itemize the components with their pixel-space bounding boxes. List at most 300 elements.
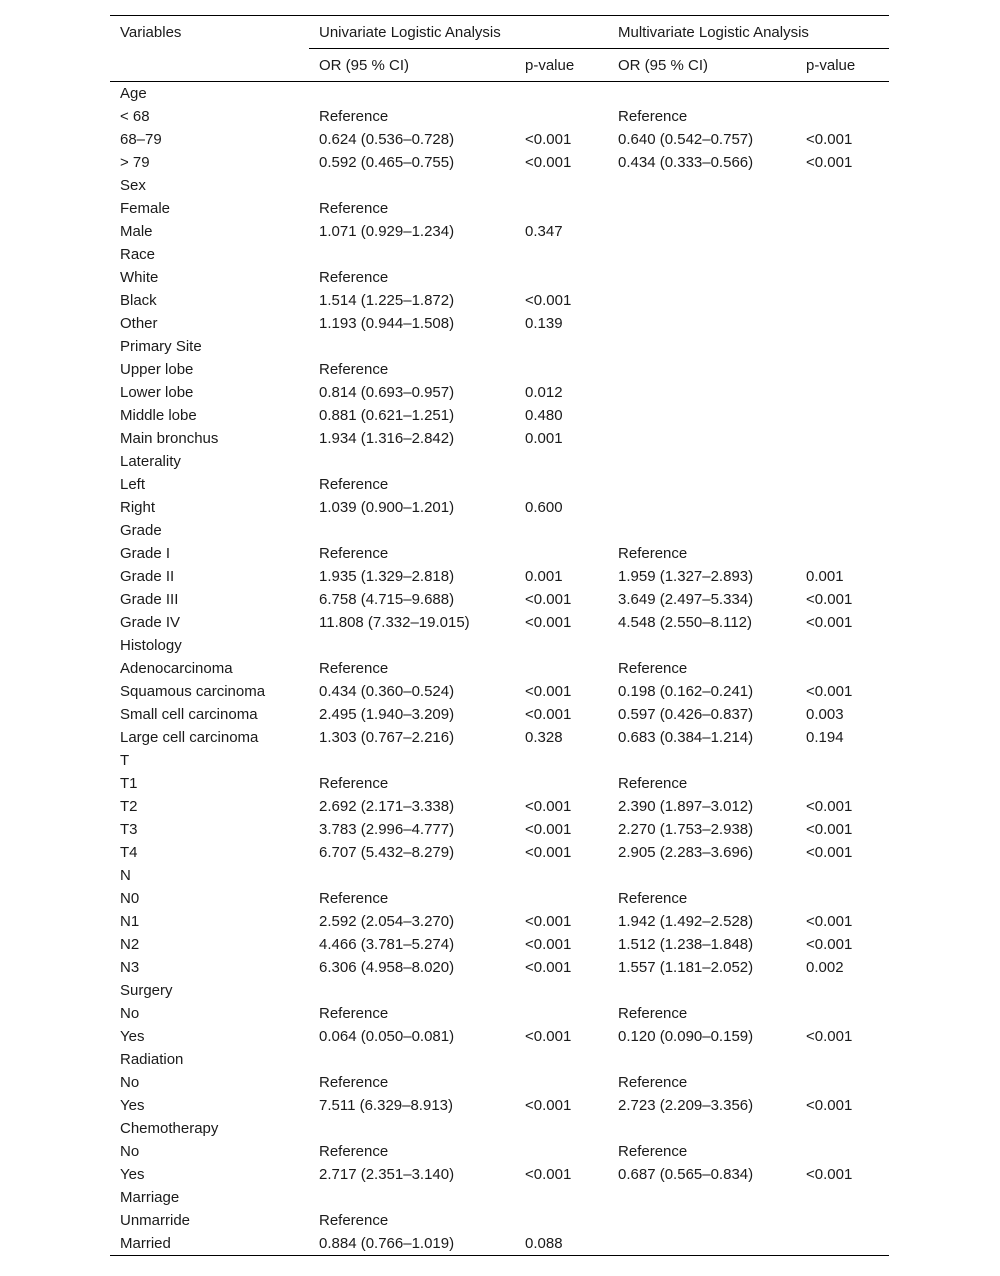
multi-pvalue-cell	[796, 979, 889, 1002]
table-row	[110, 910, 889, 933]
header-univariate: Univariate Logistic Analysis	[309, 16, 608, 49]
multi-or-ci-cell	[608, 427, 796, 450]
multi-pvalue-cell: <0.001	[806, 591, 853, 608]
uni-pvalue-cell: <0.001	[525, 131, 572, 148]
table-row	[110, 680, 889, 703]
multi-pvalue-cell	[796, 749, 889, 772]
multi-pvalue-cell: 0.001	[806, 568, 844, 585]
multi-or-ci-cell: 2.723 (2.209–3.356)	[618, 1097, 754, 1114]
multi-or-ci-cell	[608, 197, 796, 220]
logistic-regression-table-container	[110, 15, 889, 1256]
uni-pvalue-cell: <0.001	[525, 614, 572, 631]
variable-cell: N2	[120, 936, 140, 953]
multi-or-ci-cell: 2.270 (1.753–2.938)	[618, 821, 754, 838]
multi-pvalue-cell	[796, 404, 889, 427]
uni-or-ci-cell	[309, 519, 515, 542]
uni-or-ci-cell	[309, 450, 515, 473]
variable-cell: Black	[120, 292, 157, 309]
table-row	[110, 726, 889, 749]
uni-pvalue-cell: 0.088	[515, 1232, 608, 1256]
uni-pvalue-cell	[515, 1140, 608, 1163]
uni-or-ci-cell	[309, 749, 515, 772]
uni-pvalue-cell: <0.001	[525, 154, 572, 171]
multi-or-ci-cell: Reference	[618, 108, 688, 125]
multi-pvalue-cell	[796, 266, 889, 289]
multi-pvalue-cell	[796, 381, 889, 404]
uni-or-ci-cell	[309, 1048, 515, 1071]
uni-or-ci-cell: 3.783 (2.996–4.777)	[319, 821, 455, 838]
multi-or-ci-cell: Reference	[618, 660, 688, 677]
uni-or-ci-cell	[309, 82, 515, 106]
uni-pvalue-cell: <0.001	[525, 1166, 572, 1183]
variable-cell: White	[120, 269, 159, 286]
multi-or-ci-cell	[608, 289, 796, 312]
multi-or-ci-cell	[608, 1117, 796, 1140]
multi-pvalue-cell	[796, 1002, 889, 1025]
uni-or-ci-cell: 4.466 (3.781–5.274)	[319, 936, 455, 953]
uni-pvalue-cell	[515, 1002, 608, 1025]
table-body	[110, 82, 889, 1256]
uni-or-ci-cell: Reference	[319, 775, 389, 792]
multi-pvalue-cell: <0.001	[806, 1097, 853, 1114]
variable-cell: Unmarride	[120, 1212, 191, 1229]
multi-or-ci-cell: 0.687 (0.565–0.834)	[618, 1166, 754, 1183]
variable-cell: Lower lobe	[120, 384, 194, 401]
header-multivariate: Multivariate Logistic Analysis	[608, 16, 889, 49]
multi-or-ci-cell: 0.120 (0.090–0.159)	[618, 1028, 754, 1045]
uni-pvalue-cell	[515, 105, 608, 128]
uni-pvalue-cell: <0.001	[525, 683, 572, 700]
uni-or-ci-cell: Reference	[319, 1074, 389, 1091]
variable-cell: Marriage	[120, 1189, 180, 1206]
table-header	[110, 16, 889, 82]
variable-cell: < 68	[120, 108, 150, 125]
multi-or-ci-cell: 0.434 (0.333–0.566)	[618, 154, 754, 171]
uni-pvalue-cell: 0.328	[525, 729, 563, 746]
multi-pvalue-cell	[796, 358, 889, 381]
table-row	[110, 335, 889, 358]
multi-or-ci-cell: 1.942 (1.492–2.528)	[618, 913, 754, 930]
variable-cell: Right	[120, 499, 156, 516]
variable-cell: Female	[120, 200, 171, 217]
multi-or-ci-cell	[608, 266, 796, 289]
multi-or-ci-cell: Reference	[618, 1143, 688, 1160]
table-row	[110, 841, 889, 864]
table-row	[110, 82, 889, 106]
multi-or-ci-cell	[608, 496, 796, 519]
multi-or-ci-cell	[608, 358, 796, 381]
table-row	[110, 450, 889, 473]
variable-cell: N0	[120, 890, 140, 907]
header-variables: Variables	[110, 16, 309, 49]
variable-cell: Surgery	[120, 982, 173, 999]
table-row	[110, 1025, 889, 1048]
uni-or-ci-cell: 0.624 (0.536–0.728)	[319, 131, 455, 148]
variable-cell: T	[120, 752, 130, 769]
table-row	[110, 956, 889, 979]
variable-cell: Grade IV	[120, 614, 181, 631]
multi-pvalue-cell: <0.001	[806, 131, 853, 148]
table-row	[110, 887, 889, 910]
variable-cell: > 79	[120, 154, 150, 171]
uni-pvalue-cell: <0.001	[525, 292, 572, 309]
uni-or-ci-cell: 2.692 (2.171–3.338)	[319, 798, 455, 815]
multi-or-ci-cell	[608, 979, 796, 1002]
uni-or-ci-cell: 1.039 (0.900–1.201)	[319, 499, 455, 516]
variable-cell: Laterality	[120, 453, 181, 470]
header-uni-pvalue: p-value	[515, 49, 608, 82]
variable-cell: Grade III	[120, 591, 179, 608]
uni-pvalue-cell: <0.001	[525, 1028, 572, 1045]
variable-cell: Yes	[120, 1028, 145, 1045]
uni-pvalue-cell	[515, 473, 608, 496]
uni-or-ci-cell: Reference	[319, 108, 389, 125]
uni-or-ci-cell: 1.071 (0.929–1.234)	[319, 223, 455, 240]
variable-cell: Grade I	[120, 545, 171, 562]
variable-cell: N	[120, 867, 131, 884]
multi-or-ci-cell: Reference	[618, 1074, 688, 1091]
multi-or-ci-cell: 1.959 (1.327–2.893)	[618, 568, 754, 585]
multi-pvalue-cell	[796, 335, 889, 358]
table-row	[110, 772, 889, 795]
uni-pvalue-cell: <0.001	[525, 844, 572, 861]
uni-pvalue-cell	[515, 1117, 608, 1140]
multi-or-ci-cell: 2.390 (1.897–3.012)	[618, 798, 754, 815]
multi-or-ci-cell: Reference	[618, 545, 688, 562]
uni-or-ci-cell: Reference	[319, 1143, 389, 1160]
variable-cell: Chemotherapy	[120, 1120, 219, 1137]
table-row	[110, 473, 889, 496]
uni-or-ci-cell: 11.808 (7.332–19.015)	[319, 614, 470, 631]
uni-or-ci-cell: Reference	[319, 269, 389, 286]
variable-cell: Race	[120, 246, 156, 263]
table-row	[110, 289, 889, 312]
multi-pvalue-cell	[796, 1186, 889, 1209]
uni-pvalue-cell	[515, 634, 608, 657]
variable-cell: Yes	[120, 1166, 145, 1183]
multi-or-ci-cell	[608, 1048, 796, 1071]
variable-cell: No	[120, 1005, 140, 1022]
multi-pvalue-cell	[796, 105, 889, 128]
variable-cell: Upper lobe	[120, 361, 194, 378]
uni-pvalue-cell: <0.001	[525, 591, 572, 608]
variable-cell: Small cell carcinoma	[120, 706, 258, 723]
multi-or-ci-cell	[608, 381, 796, 404]
uni-pvalue-cell	[515, 358, 608, 381]
variable-cell: Male	[120, 223, 153, 240]
uni-or-ci-cell: 0.884 (0.766–1.019)	[309, 1232, 515, 1256]
table-row	[110, 657, 889, 680]
uni-or-ci-cell	[309, 335, 515, 358]
multi-or-ci-cell: 0.683 (0.384–1.214)	[618, 729, 754, 746]
header-multi-or-ci: OR (95 % CI)	[608, 49, 796, 82]
header-variables-spacer	[110, 49, 309, 82]
header-uni-or-ci: OR (95 % CI)	[309, 49, 515, 82]
multi-pvalue-cell	[796, 450, 889, 473]
uni-or-ci-cell: 0.814 (0.693–0.957)	[319, 384, 455, 401]
table-row	[110, 1209, 889, 1232]
uni-or-ci-cell	[309, 979, 515, 1002]
multi-or-ci-cell	[608, 749, 796, 772]
uni-or-ci-cell: 2.717 (2.351–3.140)	[319, 1166, 455, 1183]
uni-pvalue-cell: 0.001	[525, 568, 563, 585]
uni-or-ci-cell: Reference	[319, 476, 389, 493]
multi-pvalue-cell: <0.001	[806, 1166, 853, 1183]
uni-pvalue-cell: <0.001	[525, 936, 572, 953]
variable-cell: Married	[110, 1232, 309, 1256]
table-row	[110, 749, 889, 772]
variable-cell: Large cell carcinoma	[120, 729, 259, 746]
table-row	[110, 496, 889, 519]
multi-pvalue-cell: 0.002	[806, 959, 844, 976]
multi-pvalue-cell	[796, 220, 889, 243]
multi-or-ci-cell	[608, 220, 796, 243]
uni-or-ci-cell	[309, 634, 515, 657]
uni-or-ci-cell: 1.935 (1.329–2.818)	[319, 568, 455, 585]
multi-or-ci-cell: 4.548 (2.550–8.112)	[618, 614, 753, 631]
uni-or-ci-cell	[309, 243, 515, 266]
variable-cell: Sex	[120, 177, 146, 194]
uni-or-ci-cell: 1.193 (0.944–1.508)	[319, 315, 455, 332]
table-row	[110, 519, 889, 542]
variable-cell: T4	[120, 844, 138, 861]
variable-cell: Left	[120, 476, 146, 493]
uni-or-ci-cell: 6.758 (4.715–9.688)	[319, 591, 455, 608]
uni-or-ci-cell: 2.592 (2.054–3.270)	[319, 913, 455, 930]
multi-or-ci-cell	[608, 1232, 796, 1256]
multi-pvalue-cell	[796, 1209, 889, 1232]
uni-or-ci-cell	[309, 1186, 515, 1209]
multi-or-ci-cell	[608, 634, 796, 657]
uni-pvalue-cell	[515, 82, 608, 106]
uni-pvalue-cell	[515, 1048, 608, 1071]
table-row	[110, 933, 889, 956]
uni-or-ci-cell: Reference	[319, 890, 389, 907]
uni-or-ci-cell: 1.514 (1.225–1.872)	[319, 292, 455, 309]
table-row	[110, 542, 889, 565]
uni-or-ci-cell: 0.881 (0.621–1.251)	[319, 407, 455, 424]
multi-pvalue-cell	[796, 289, 889, 312]
multi-pvalue-cell	[796, 772, 889, 795]
multi-pvalue-cell	[796, 542, 889, 565]
multi-pvalue-cell: 0.003	[806, 706, 844, 723]
table-row	[110, 1232, 889, 1256]
multi-pvalue-cell	[796, 864, 889, 887]
table-row	[110, 197, 889, 220]
multi-pvalue-cell	[796, 82, 889, 106]
uni-pvalue-cell: <0.001	[525, 959, 572, 976]
multi-or-ci-cell	[608, 450, 796, 473]
uni-or-ci-cell: 1.934 (1.316–2.842)	[319, 430, 455, 447]
multi-pvalue-cell: <0.001	[806, 844, 853, 861]
uni-pvalue-cell	[515, 1071, 608, 1094]
table-row	[110, 128, 889, 151]
uni-pvalue-cell	[515, 749, 608, 772]
multi-pvalue-cell: <0.001	[806, 821, 853, 838]
multi-or-ci-cell: 2.905 (2.283–3.696)	[618, 844, 754, 861]
variable-cell: No	[120, 1074, 140, 1091]
uni-pvalue-cell: <0.001	[525, 706, 572, 723]
uni-pvalue-cell	[515, 450, 608, 473]
multi-or-ci-cell	[608, 335, 796, 358]
multi-pvalue-cell	[796, 312, 889, 335]
uni-pvalue-cell	[515, 979, 608, 1002]
table-row	[110, 1048, 889, 1071]
table-row	[110, 381, 889, 404]
uni-pvalue-cell: 0.012	[525, 384, 563, 401]
multi-pvalue-cell	[796, 1117, 889, 1140]
uni-pvalue-cell: <0.001	[525, 913, 572, 930]
multi-or-ci-cell	[608, 312, 796, 335]
uni-pvalue-cell	[515, 772, 608, 795]
multi-or-ci-cell	[608, 174, 796, 197]
variable-cell: Middle lobe	[120, 407, 197, 424]
variable-cell: No	[120, 1143, 140, 1160]
variable-cell: Main bronchus	[120, 430, 219, 447]
uni-pvalue-cell	[515, 542, 608, 565]
variable-cell: Histology	[120, 637, 182, 654]
multi-pvalue-cell	[796, 1140, 889, 1163]
uni-or-ci-cell: 7.511 (6.329–8.913)	[319, 1097, 453, 1114]
uni-pvalue-cell: 0.139	[525, 315, 563, 332]
uni-pvalue-cell	[515, 519, 608, 542]
multi-or-ci-cell: Reference	[618, 775, 688, 792]
table-row	[110, 634, 889, 657]
multi-or-ci-cell	[608, 864, 796, 887]
multi-or-ci-cell	[608, 82, 796, 106]
uni-or-ci-cell	[309, 174, 515, 197]
multi-pvalue-cell	[796, 473, 889, 496]
multi-or-ci-cell	[608, 1209, 796, 1232]
multi-pvalue-cell: <0.001	[806, 936, 853, 953]
variable-cell: T1	[120, 775, 138, 792]
multi-pvalue-cell	[796, 887, 889, 910]
multi-or-ci-cell: Reference	[618, 1005, 688, 1022]
multi-pvalue-cell	[796, 243, 889, 266]
uni-or-ci-cell: Reference	[319, 1005, 389, 1022]
variable-cell: Squamous carcinoma	[120, 683, 266, 700]
multi-pvalue-cell: <0.001	[806, 683, 853, 700]
variable-cell: 68–79	[120, 131, 162, 148]
table-row	[110, 1094, 889, 1117]
table-row	[110, 1002, 889, 1025]
uni-pvalue-cell: <0.001	[525, 821, 572, 838]
uni-pvalue-cell	[515, 887, 608, 910]
multi-pvalue-cell: 0.194	[806, 729, 844, 746]
multi-pvalue-cell	[796, 1071, 889, 1094]
multi-pvalue-cell	[796, 197, 889, 220]
multi-pvalue-cell	[796, 427, 889, 450]
variable-cell: N1	[120, 913, 140, 930]
variable-cell: Adenocarcinoma	[120, 660, 233, 677]
uni-or-ci-cell: Reference	[319, 545, 389, 562]
uni-pvalue-cell: <0.001	[525, 1097, 572, 1114]
multi-pvalue-cell: <0.001	[806, 614, 853, 631]
multi-or-ci-cell: 3.649 (2.497–5.334)	[618, 591, 754, 608]
table-row	[110, 1117, 889, 1140]
table-row	[110, 220, 889, 243]
table-row	[110, 565, 889, 588]
multi-pvalue-cell	[796, 634, 889, 657]
table-row	[110, 703, 889, 726]
uni-pvalue-cell	[515, 266, 608, 289]
uni-pvalue-cell	[515, 1209, 608, 1232]
variable-cell: Age	[120, 85, 147, 102]
table-row	[110, 979, 889, 1002]
variable-cell: N3	[120, 959, 140, 976]
multi-or-ci-cell	[608, 1186, 796, 1209]
multi-or-ci-cell	[608, 473, 796, 496]
uni-or-ci-cell: Reference	[319, 660, 389, 677]
table-row	[110, 404, 889, 427]
uni-pvalue-cell	[515, 174, 608, 197]
variable-cell: Grade	[120, 522, 162, 539]
header-row-columns	[110, 49, 889, 82]
multi-pvalue-cell	[796, 1232, 889, 1256]
multi-pvalue-cell	[796, 519, 889, 542]
uni-pvalue-cell: <0.001	[525, 798, 572, 815]
uni-pvalue-cell: 0.480	[525, 407, 563, 424]
uni-or-ci-cell: 0.434 (0.360–0.524)	[319, 683, 455, 700]
multi-or-ci-cell: Reference	[618, 890, 688, 907]
multi-pvalue-cell	[796, 174, 889, 197]
table-row	[110, 1163, 889, 1186]
table-row	[110, 266, 889, 289]
table-row	[110, 358, 889, 381]
multi-pvalue-cell: <0.001	[806, 154, 853, 171]
multi-or-ci-cell	[608, 404, 796, 427]
variable-cell: T2	[120, 798, 138, 815]
table-row	[110, 864, 889, 887]
table-row	[110, 795, 889, 818]
table-row	[110, 1140, 889, 1163]
variable-cell: Yes	[120, 1097, 145, 1114]
uni-or-ci-cell: Reference	[319, 1212, 389, 1229]
table-row	[110, 611, 889, 634]
uni-pvalue-cell	[515, 197, 608, 220]
multi-pvalue-cell: <0.001	[806, 913, 853, 930]
uni-pvalue-cell	[515, 657, 608, 680]
uni-or-ci-cell: Reference	[319, 361, 389, 378]
uni-or-ci-cell	[309, 864, 515, 887]
table-row	[110, 427, 889, 450]
multi-or-ci-cell: 0.198 (0.162–0.241)	[618, 683, 754, 700]
variable-cell: Grade II	[120, 568, 175, 585]
multi-pvalue-cell	[796, 657, 889, 680]
uni-or-ci-cell	[309, 1117, 515, 1140]
multi-pvalue-cell: <0.001	[806, 1028, 853, 1045]
uni-or-ci-cell: 2.495 (1.940–3.209)	[319, 706, 455, 723]
multi-or-ci-cell	[608, 519, 796, 542]
multi-or-ci-cell: 1.557 (1.181–2.052)	[618, 959, 754, 976]
multi-pvalue-cell	[796, 496, 889, 519]
multi-or-ci-cell	[608, 243, 796, 266]
table-row	[110, 174, 889, 197]
table-row	[110, 151, 889, 174]
uni-or-ci-cell: 6.306 (4.958–8.020)	[319, 959, 455, 976]
table-row	[110, 105, 889, 128]
table-row	[110, 818, 889, 841]
uni-or-ci-cell: 0.592 (0.465–0.755)	[319, 154, 455, 171]
header-multi-pvalue: p-value	[796, 49, 889, 82]
multi-or-ci-cell: 0.640 (0.542–0.757)	[618, 131, 754, 148]
uni-pvalue-cell	[515, 1186, 608, 1209]
table-row	[110, 243, 889, 266]
logistic-regression-table	[110, 15, 889, 1256]
uni-or-ci-cell: 6.707 (5.432–8.279)	[319, 844, 455, 861]
uni-pvalue-cell	[515, 243, 608, 266]
uni-or-ci-cell: 1.303 (0.767–2.216)	[319, 729, 455, 746]
